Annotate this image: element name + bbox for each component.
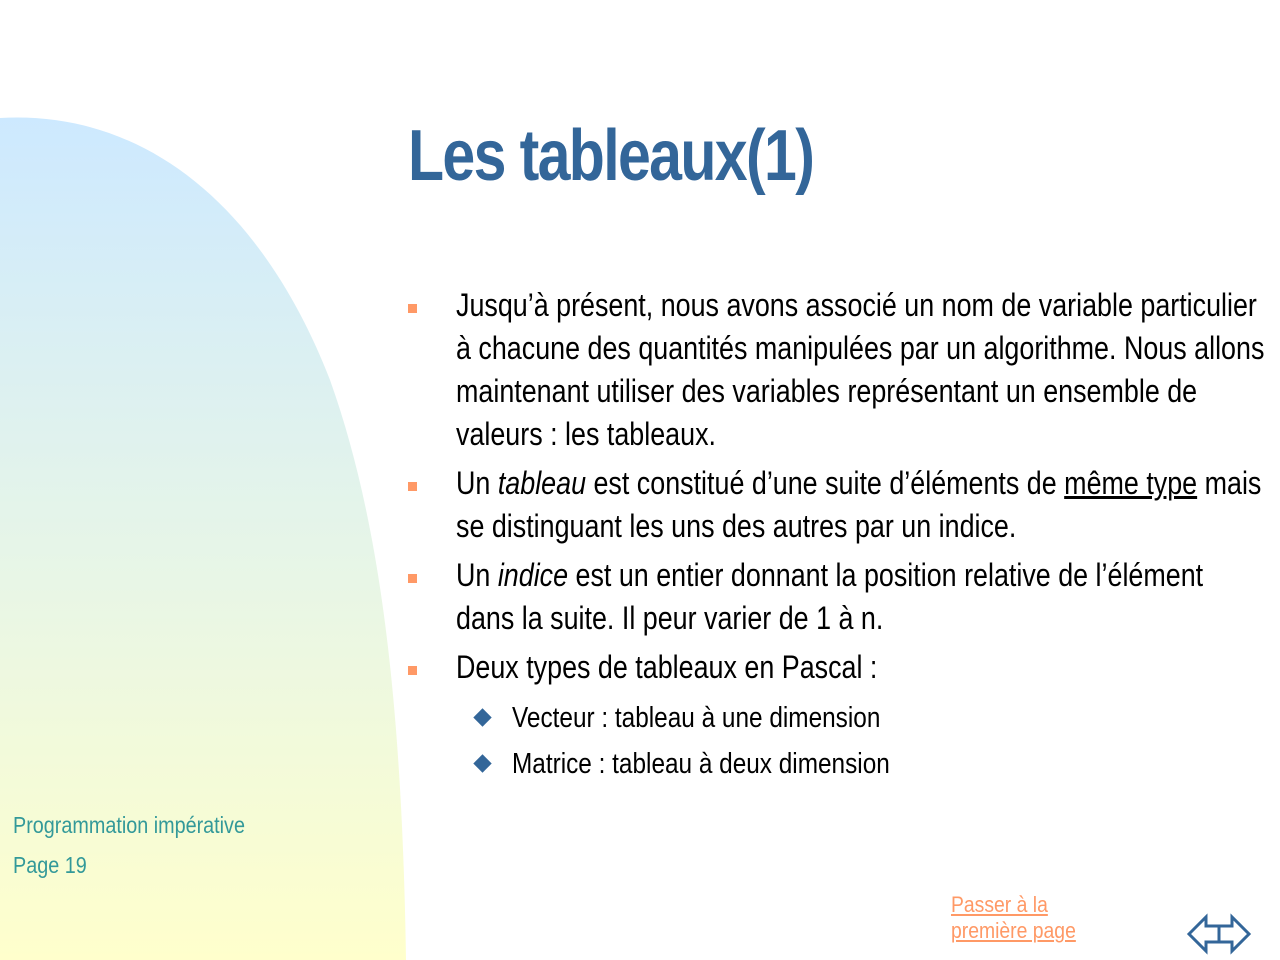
footer-page-number: Page 19 — [13, 852, 87, 878]
bullet-text: Jusqu’à présent, nous avons associé un nom de variable particulier à chacune des quantités manipulées par un algorithme. Nous allons maintenant utiliser des variables représentant un ensemble de valeurs : les tableaux. — [456, 287, 1265, 452]
bullet-list — [404, 284, 1274, 787]
underlined-phrase: même type — [1064, 465, 1198, 501]
bullet-item — [404, 462, 1274, 548]
diamond-bullet-icon — [473, 708, 491, 726]
footer-course-title: Programmation impérative — [13, 812, 245, 838]
sub-bullet-text: Matrice : tableau à deux dimension — [512, 748, 890, 780]
left-right-arrow-icon[interactable] — [1186, 912, 1252, 956]
sub-bullet-item — [404, 741, 1274, 787]
sub-bullet-text: Vecteur : tableau à une dimension — [512, 702, 881, 734]
bullet-text: Un indice est un entier donnant la position relative de l’élément dans la suite. Il peur varier de 1 à n. — [456, 557, 1204, 636]
bullet-item — [404, 646, 1274, 689]
square-bullet-icon — [408, 482, 417, 491]
first-page-link[interactable]: Passer à la première page — [951, 892, 1076, 943]
bullet-text: Deux types de tableaux en Pascal : — [456, 649, 878, 685]
slide-title: Les tableaux(1) — [408, 116, 814, 196]
bullet-text: Un tableau est constitué d’une suite d’éléments de même type mais se distinguant les uns des autres par un indice. — [456, 465, 1262, 544]
square-bullet-icon — [408, 666, 417, 675]
square-bullet-icon — [408, 304, 417, 313]
diamond-bullet-icon — [473, 754, 491, 772]
sub-bullet-item — [404, 695, 1274, 741]
term-indice: indice — [497, 557, 569, 593]
term-tableau: tableau — [497, 465, 587, 501]
bullet-item — [404, 554, 1274, 640]
square-bullet-icon — [408, 574, 417, 583]
bullet-item — [404, 284, 1274, 456]
